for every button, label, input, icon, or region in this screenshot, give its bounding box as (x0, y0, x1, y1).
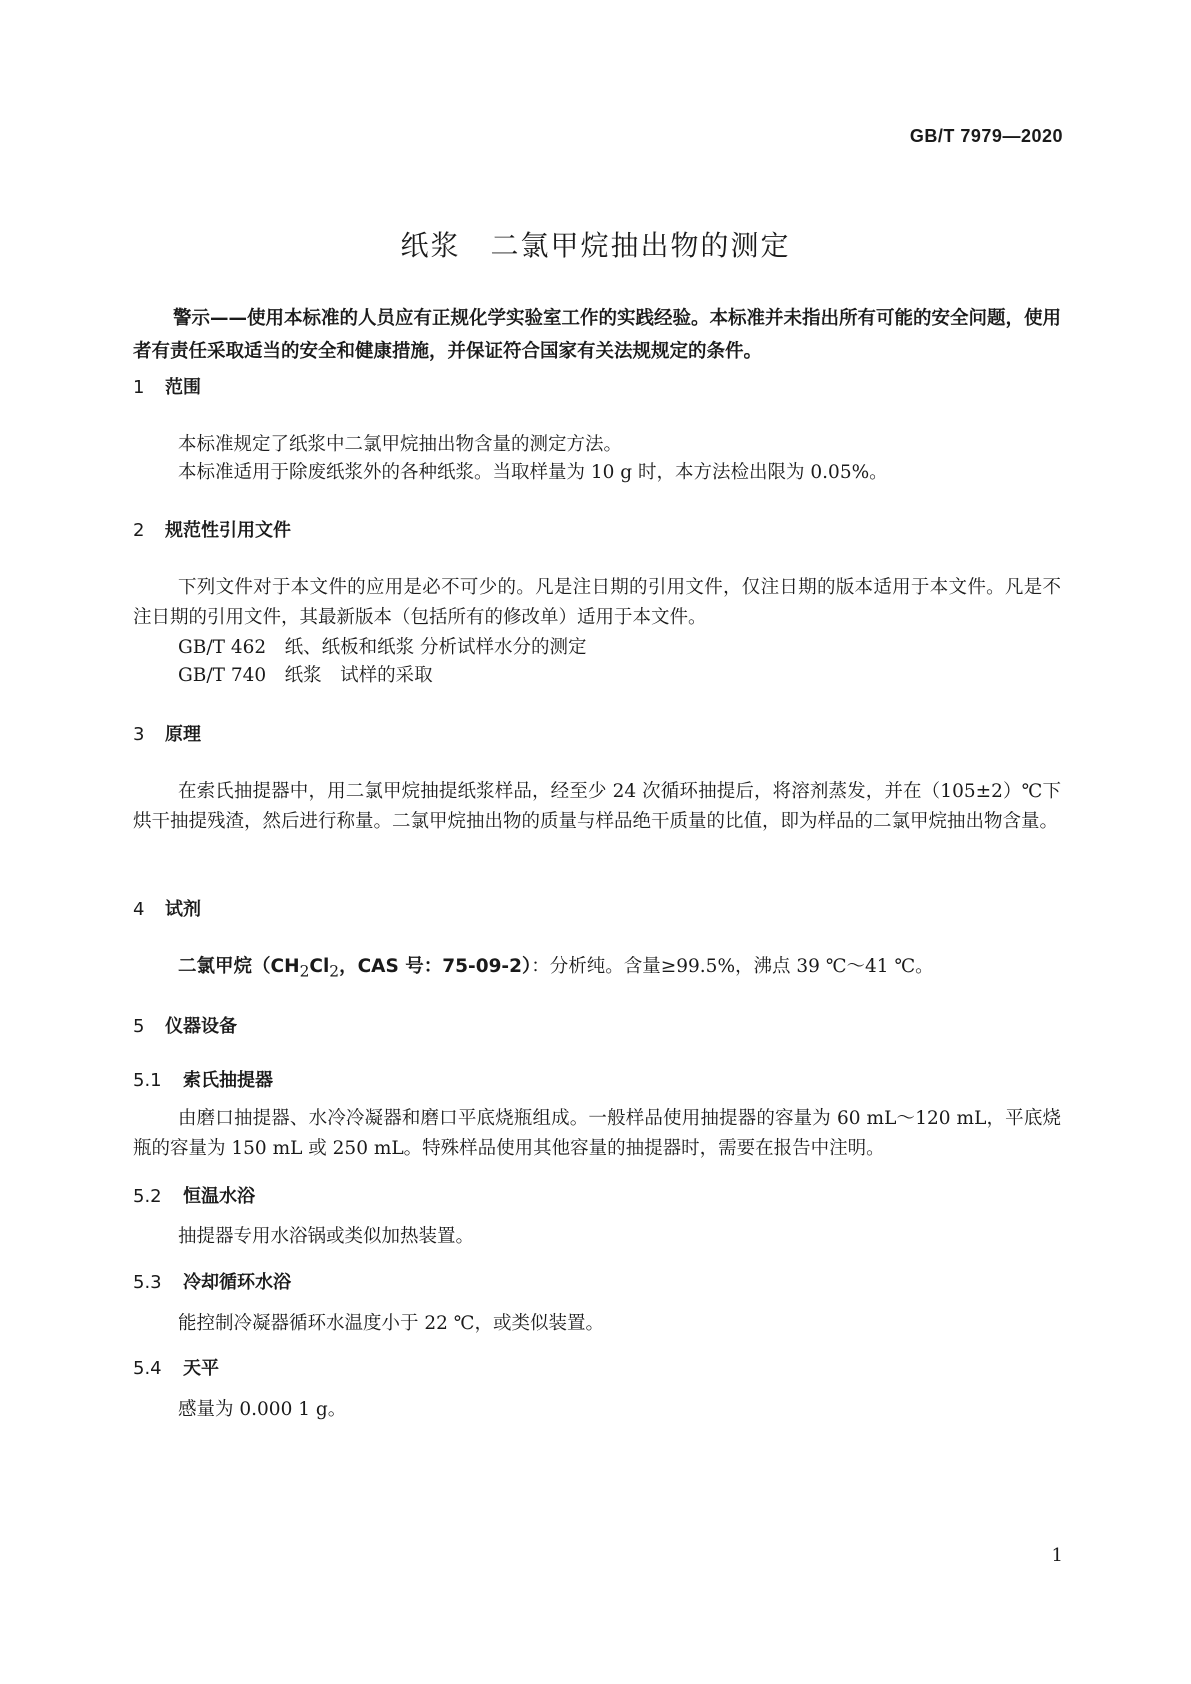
warning-paragraph: 警示——使用本标准的人员应有正规化学实验室工作的实践经验。本标准并未指出所有可能的安全问题，使用者有责任采取适当的安全和健康措施，并保证符合国家有关法规规定的条件。 (133, 308, 1062, 362)
section-4-heading (133, 895, 201, 921)
subsection-title: 索氏抽提器 (183, 1070, 273, 1091)
section-3-heading (133, 720, 201, 746)
section-number: 1 (133, 377, 145, 398)
section-number: 4 (133, 899, 145, 920)
section-number: 3 (133, 724, 145, 745)
subsection-5-1-paragraph: 由磨口抽提器、水冷冷凝器和磨口平底烧瓶组成。一般样品使用抽提器的容量为 60 mL～120 mL，平底烧瓶的容量为 150 mL 或 250 mL。特殊样品使用其他容量的抽提器时，需要在报告中注明。 (133, 1108, 1061, 1159)
subsection-5-4-heading (133, 1354, 219, 1380)
section-title: 范围 (165, 377, 201, 398)
document-title: 纸浆 二氯甲烷抽出物的测定 (400, 229, 791, 262)
subsection-5-3-paragraph: 能控制冷凝器循环水温度小于 22 ℃，或类似装置。 (178, 1313, 604, 1334)
reagent-cas: ，CAS 号：75-09-2） (339, 956, 532, 977)
section-1-heading (133, 373, 201, 399)
section-number: 5 (133, 1016, 145, 1037)
page-number: 1 (1051, 1545, 1063, 1566)
subsection-title: 恒温水浴 (183, 1186, 255, 1207)
reagent-formula: Cl (309, 956, 330, 977)
section-2-paragraph: 下列文件对于本文件的应用是必不可少的。凡是注日期的引用文件，仅注日期的版本适用于本文件。凡是不注日期的引用文件，其最新版本（包括所有的修改单）适用于本文件。 (133, 577, 1061, 628)
section-title: 仪器设备 (165, 1016, 237, 1037)
section-1-paragraph-2: 本标准适用于除废纸浆外的各种纸浆。当取样量为 10 g 时，本方法检出限为 0.05%。 (178, 462, 888, 483)
subscript: 2 (299, 962, 310, 981)
section-5-heading (133, 1012, 237, 1038)
subsection-5-2-heading (133, 1182, 255, 1208)
subsection-5-3-heading (133, 1268, 291, 1294)
reagent-name: 二氯甲烷（CH (178, 956, 300, 977)
standard-number: GB/T 7979—2020 (909, 126, 1063, 146)
section-number: 2 (133, 520, 145, 541)
reference-gbt-462: GB/T 462 纸、纸板和纸浆 分析试样水分的测定 (178, 637, 587, 658)
subsection-title: 冷却循环水浴 (183, 1272, 291, 1293)
section-title: 原理 (165, 724, 201, 745)
section-3-paragraph: 在索氏抽提器中，用二氯甲烷抽提纸浆样品，经至少 24 次循环抽提后，将溶剂蒸发，并在（105±2）℃下烘干抽提残渣，然后进行称量。二氯甲烷抽出物的质量与样品绝干质量的比值，即为样品的二氯甲烷抽出物含量。 (133, 781, 1061, 832)
section-title: 试剂 (165, 899, 201, 920)
subsection-number: 5.1 (133, 1070, 162, 1091)
subsection-number: 5.2 (133, 1186, 162, 1207)
subsection-number: 5.3 (133, 1272, 162, 1293)
subsection-title: 天平 (183, 1358, 219, 1379)
subsection-5-2-paragraph: 抽提器专用水浴锅或类似加热装置。 (178, 1226, 475, 1247)
reagent-description: ：分析纯。含量≥99.5%，沸点 39 ℃～41 ℃。 (531, 956, 934, 977)
subsection-number: 5.4 (133, 1358, 162, 1379)
section-title: 规范性引用文件 (165, 520, 291, 541)
reference-gbt-740: GB/T 740 纸浆 试样的采取 (178, 665, 433, 686)
section-1-paragraph-1: 本标准规定了纸浆中二氯甲烷抽出物含量的测定方法。 (178, 434, 623, 455)
section-2-heading (133, 516, 291, 542)
subscript: 2 (329, 962, 340, 981)
reagent-line (178, 952, 934, 981)
subsection-5-1-heading (133, 1066, 273, 1092)
subsection-5-4-paragraph: 感量为 0.000 1 g。 (178, 1399, 347, 1420)
